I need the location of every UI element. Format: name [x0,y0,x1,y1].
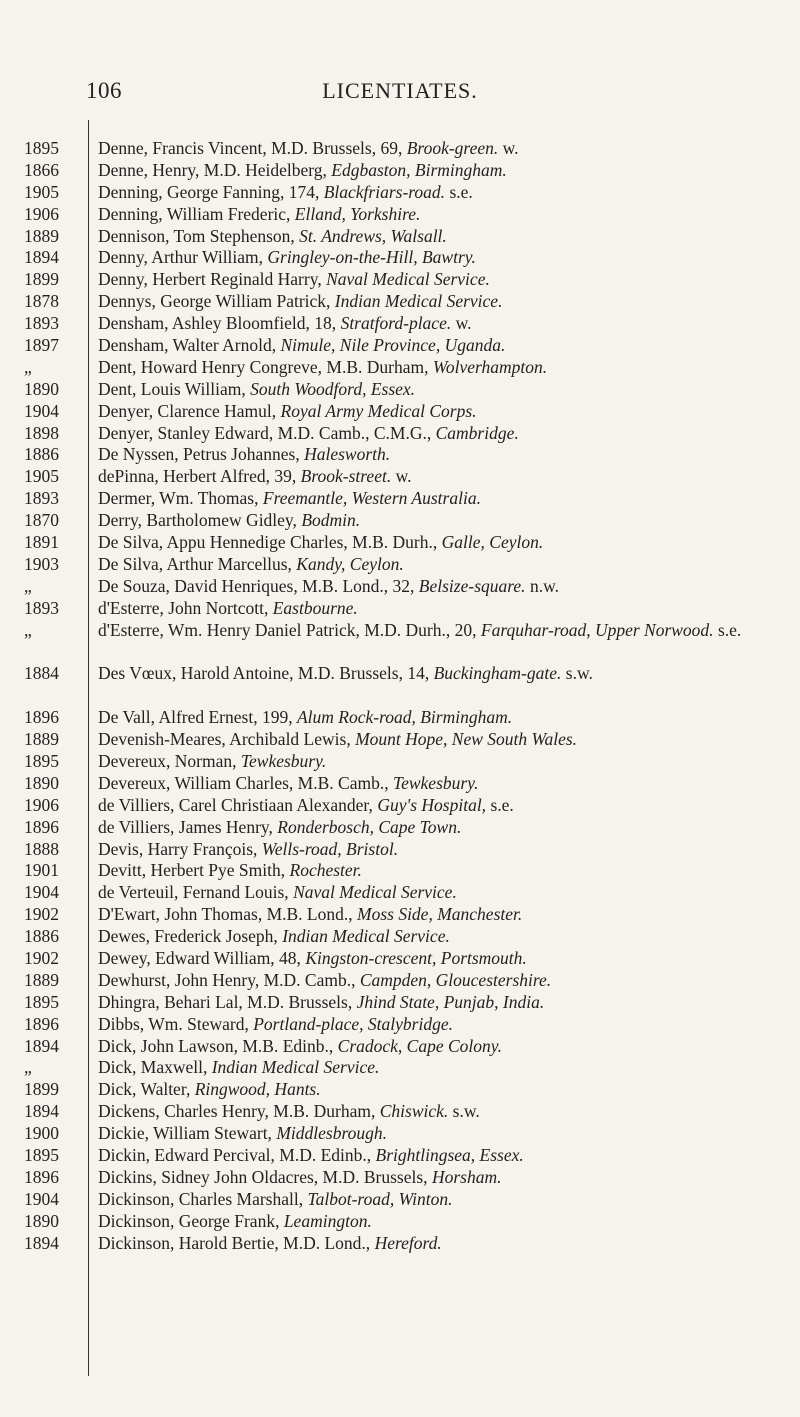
entry-address: Eastbourne. [272,597,358,618]
entry-name: Densham, Ashley Bloomfield, 18, [98,313,341,334]
entry-address: Campden, Gloucestershire. [359,969,552,990]
entry-name: Dickin, Edward Percival, M.D. Edinb., [98,1145,376,1165]
entry-name: De Silva, Appu Hennedige Charles, M.B. Durh., [98,532,442,553]
entry-year: 1895 [24,1145,59,1165]
entry-name: De Vall, Alfred Ernest, 199, [98,707,297,728]
list-item [0,839,800,861]
entry-address: Horsham. [431,1166,502,1187]
entry-address: Chiswick. [379,1101,449,1122]
entry-address: Buckingham-gate. [433,663,562,684]
entry-name: Dickie, William Stewart, [98,1123,277,1144]
entry-name: De Silva, Arthur Marcellus, [98,553,297,574]
entry-address: Bodmin. [301,510,361,531]
list-item [0,313,800,335]
entry-text [98,729,796,751]
entry-address: Brightlingsea, Essex. [375,1145,524,1165]
list-item [0,488,800,510]
list-item [0,269,800,291]
list-item [0,773,800,795]
entry-address: Portland-place, Stalybridge. [253,1013,453,1034]
entry-address: Tewkesbury. [392,772,479,793]
entry-text [98,882,796,904]
entry-text [98,795,796,817]
list-item [0,1167,800,1189]
entry-year: 1886 [24,926,59,947]
list-item [0,510,800,532]
entry-text [98,138,796,160]
entry-text [98,335,796,357]
entry-text [98,970,796,992]
entry-text [98,532,796,554]
entry-address: Halesworth. [304,444,391,465]
entry-year: 1905 [24,181,59,202]
entry-address: Ronderbosch, Cape Town. [277,816,462,837]
list-item [0,1211,800,1233]
entry-name: Devitt, Herbert Pye Smith, [98,860,290,881]
entry-name: Dennys, George William Patrick, [98,291,335,312]
entry-address: Indian Medical Service. [211,1057,380,1078]
list-item [0,1036,800,1058]
entry-text [98,904,796,926]
entry-address: Brook-green. [406,138,499,158]
entry-text [98,160,796,182]
entry-text [98,620,796,642]
entry-year: 1906 [24,794,59,815]
list-item [0,379,800,401]
list-item [0,992,800,1014]
list-item [0,1189,800,1211]
list-item [0,1145,800,1167]
entry-text [98,1014,796,1036]
entry-text [98,1167,796,1189]
entry-name: Dick, John Lawson, M.B. Edinb., [98,1035,338,1056]
entry-name: de Villiers, James Henry, [98,816,278,837]
list-item [0,182,800,204]
list-item [0,466,800,488]
list-item [0,1057,800,1079]
entry-year: „ [24,1057,32,1078]
entry-text [98,269,796,291]
page-number: 106 [86,78,122,103]
entry-year: 1894 [24,1232,59,1253]
entry-text [98,204,796,226]
entry-name: Denyer, Stanley Edward, M.D. Camb., C.M.G., [98,422,436,443]
list-item [0,620,800,664]
list-item [0,1123,800,1145]
entry-address: Brook-street. [300,466,392,487]
entry-address: Kingston-crescent, Portsmouth. [305,947,527,968]
entry-text [98,1123,796,1145]
entry-year: 1884 [24,663,59,684]
entry-name: Dhingra, Behari Lal, M.D. Brussels, [98,991,357,1012]
entry-year: 1904 [24,882,59,903]
list-item [0,729,800,751]
entry-text [98,313,796,335]
entry-text [98,1211,796,1233]
entry-text [98,226,796,248]
entry-text [98,291,796,313]
list-item [0,1233,800,1255]
entry-text [98,401,796,423]
entry-address: Galle, Ceylon. [441,532,544,553]
entry-address: Indian Medical Service. [282,926,450,947]
entry-text [98,751,796,773]
entry-district: n.w. [525,575,559,596]
entry-year: 1903 [24,553,59,574]
entry-text [98,510,796,532]
entry-year: 1891 [24,532,59,553]
entry-name: Dent, Louis William, [98,378,251,399]
entry-address: Wolverhampton. [432,356,548,377]
entry-year: „ [24,619,32,640]
entry-address: Belsize-square. [418,575,526,596]
entry-address: Guy's Hospital, [377,794,487,815]
entry-name: Denning, George Fanning, 174, [98,181,324,202]
entry-address: Alum Rock-road, Birmingham. [296,707,513,728]
entry-text [98,1079,796,1101]
entry-address: Indian Medical Service. [334,291,503,312]
entry-district: w. [498,138,519,158]
entry-name: Denning, William Frederic, [98,203,295,224]
list-item [0,401,800,423]
entry-name: De Souza, David Henriques, M.B. Lond., 32, [98,575,419,596]
entry-year: 1898 [24,422,59,443]
entry-year: „ [24,356,32,377]
entry-text [98,488,796,510]
entry-address: Mount Hope, New South Wales. [355,729,578,750]
entry-name: Dickinson, George Frank, [98,1210,284,1231]
entry-year: 1889 [24,225,59,246]
entry-year: 1902 [24,904,59,925]
entry-name: Devereux, William Charles, M.B. Camb., [98,772,393,793]
entry-year: 1878 [24,291,59,312]
entry-text [98,247,796,269]
entry-year: 1889 [24,969,59,990]
entry-year: 1893 [24,313,59,334]
entry-year: 1886 [24,444,59,465]
entry-year: 1894 [24,247,59,268]
entry-name: Devereux, Norman, [98,750,241,771]
entry-name: de Villiers, Carel Christiaan Alexander, [98,794,378,815]
list-item [0,795,800,817]
entry-address: Blackfriars-road. [323,181,446,202]
entry-address: Freemantle, Western Australia. [262,488,481,509]
entry-name: Denne, Henry, M.D. Heidelberg, [98,159,332,180]
entry-name: De Nyssen, Petrus Johannes, [98,444,305,465]
licentiate-list [0,138,800,1254]
entry-year: 1901 [24,860,59,881]
entry-text [98,860,796,882]
entry-text [98,182,796,204]
entry-address: Edgbaston, Birmingham. [331,159,507,180]
entry-text [98,663,796,685]
list-item [0,160,800,182]
entry-text [98,1189,796,1211]
entry-text [98,598,796,620]
entry-name: Devenish-Meares, Archibald Lewis, [98,729,356,750]
entry-district: s.e. [486,794,514,815]
entry-text [98,357,796,379]
entry-address: Wells-road, Bristol. [261,838,399,859]
entry-address: Talbot-road, Winton. [307,1188,453,1209]
entry-text [98,773,796,795]
list-item [0,904,800,926]
list-item [0,926,800,948]
entry-year: 1890 [24,772,59,793]
page-header [0,78,800,118]
entry-name: Dermer, Wm. Thomas, [98,488,263,509]
entry-year: 1890 [24,378,59,399]
entry-address: Naval Medical Service. [326,269,490,290]
entry-year: 1896 [24,1166,59,1187]
entry-district: s.e. [713,619,742,640]
entry-text [98,948,796,970]
list-item [0,291,800,313]
entry-year: 1893 [24,488,59,509]
entry-text [98,466,796,488]
list-item [0,247,800,269]
entry-text [98,926,796,948]
entry-year: 1904 [24,1188,59,1209]
entry-name: Densham, Walter Arnold, [98,335,281,356]
list-item [0,226,800,248]
entry-year: 1890 [24,1210,59,1231]
entry-name: Dickens, Charles Henry, M.B. Durham, [98,1101,380,1122]
entry-year: 1900 [24,1123,59,1144]
list-item [0,1101,800,1123]
entry-text [98,379,796,401]
entry-address: Cradock, Cape Colony. [337,1035,502,1056]
entry-year: 1905 [24,466,59,487]
entry-text [98,554,796,576]
entry-name: Dewes, Frederick Joseph, [98,926,283,947]
entry-address: Cambridge. [435,422,519,443]
list-item [0,598,800,620]
entry-text [98,817,796,839]
entry-address: South Woodford, Essex. [250,378,416,399]
list-item [0,532,800,554]
entry-text [98,1233,796,1255]
entry-name: Dick, Walter, [98,1079,195,1100]
entry-address: Rochester. [289,860,362,881]
entry-year: 1896 [24,707,59,728]
entry-year: 1895 [24,750,59,771]
entry-name: Dickins, Sidney John Oldacres, M.D. Brussels, [98,1166,432,1187]
entry-text [98,992,796,1014]
entry-name: Dickinson, Harold Bertie, M.D. Lond., [98,1232,375,1253]
entry-district: s.e. [445,181,473,202]
list-item [0,554,800,576]
list-item [0,138,800,160]
entry-address: Tewkesbury. [240,750,327,771]
entry-name: Dick, Maxwell, [98,1057,212,1078]
entry-name: D'Ewart, John Thomas, M.B. Lond., [98,904,357,925]
entry-address: Jhind State, Punjab, India. [356,991,545,1012]
list-item [0,1079,800,1101]
entry-district: s.w. [561,663,593,684]
entry-name: Dibbs, Wm. Steward, [98,1013,254,1034]
entry-text [98,1101,796,1123]
entry-year: 1870 [24,510,59,531]
entry-year: 1895 [24,991,59,1012]
list-item [0,423,800,445]
entry-name: Denyer, Clarence Hamul, [98,400,281,421]
entry-address: Leamington. [283,1210,372,1231]
entry-year: 1897 [24,335,59,356]
entry-name: Dent, Howard Henry Congreve, M.B. Durham, [98,356,433,377]
list-item [0,751,800,773]
entry-name: Devis, Harry François, [98,838,262,859]
list-item [0,882,800,904]
entry-address: Ringwood, Hants. [194,1079,321,1100]
list-item [0,663,800,707]
entry-year: 1896 [24,816,59,837]
entry-address: Kandy, Ceylon. [296,553,404,574]
entry-text [98,444,796,466]
list-item [0,1014,800,1036]
entry-name: Denny, Arthur William, [98,247,268,268]
entry-name: dePinna, Herbert Alfred, 39, [98,466,301,487]
entry-year: 1894 [24,1101,59,1122]
entry-address: St. Andrews, Walsall. [299,225,447,246]
entry-name: de Verteuil, Fernand Louis, [98,882,294,903]
list-item [0,576,800,598]
entry-address: Royal Army Medical Corps. [280,400,477,421]
entry-text [98,707,796,729]
entry-district: s.w. [448,1101,480,1122]
entry-address: Naval Medical Service. [293,882,457,903]
entry-year: 1893 [24,597,59,618]
entry-name: Denny, Herbert Reginald Harry, [98,269,327,290]
entry-text [98,1057,796,1079]
entry-address: Moss Side, Manchester. [357,904,523,925]
entry-name: Dickinson, Charles Marshall, [98,1188,308,1209]
entry-name: d'Esterre, Wm. Henry Daniel Patrick, M.D. Durh., 20, [98,619,481,640]
entry-text [98,839,796,861]
list-item [0,444,800,466]
entry-name: Derry, Bartholomew Gidley, [98,510,302,531]
entry-year: 1899 [24,1079,59,1100]
list-item [0,948,800,970]
entry-year: „ [24,575,32,596]
entry-text [98,423,796,445]
entry-year: 1894 [24,1035,59,1056]
list-item [0,817,800,839]
entry-address: Elland, Yorkshire. [294,203,421,224]
list-item [0,357,800,379]
entry-address: Gringley-on-the-Hill, Bawtry. [267,247,476,268]
entry-address: Stratford-place. [340,313,452,334]
entry-text [98,1036,796,1058]
entry-year: 1889 [24,729,59,750]
entry-name: Denne, Francis Vincent, M.D. Brussels, 69, [98,138,407,158]
entry-year: 1899 [24,269,59,290]
entry-address: Farquhar-road, Upper Norwood. [480,619,714,640]
entry-year: 1906 [24,203,59,224]
running-title: LICENTIATES. [322,78,478,103]
entry-district: w. [451,313,472,334]
entry-address: Hereford. [374,1232,442,1253]
entry-year: 1888 [24,838,59,859]
entry-year: 1904 [24,400,59,421]
entry-address: Nimule, Nile Province, Uganda. [280,335,506,356]
entry-district: w. [391,466,412,487]
entry-name: Dewhurst, John Henry, M.D. Camb., [98,969,360,990]
entry-text [98,576,796,598]
list-item [0,707,800,729]
entry-year: 1895 [24,138,59,158]
entry-year: 1902 [24,947,59,968]
list-item [0,860,800,882]
entry-name: d'Esterre, John Nortcott, [98,597,273,618]
entry-year: 1866 [24,159,59,180]
entry-address: Middlesbrough. [276,1123,387,1144]
list-item [0,970,800,992]
entry-name: Dennison, Tom Stephenson, [98,225,300,246]
entry-name: Des Vœux, Harold Antoine, M.D. Brussels, 14, [98,663,434,684]
entry-text [98,1145,796,1167]
list-item [0,204,800,226]
entry-year: 1896 [24,1013,59,1034]
entry-name: Dewey, Edward William, 48, [98,947,306,968]
list-item [0,335,800,357]
